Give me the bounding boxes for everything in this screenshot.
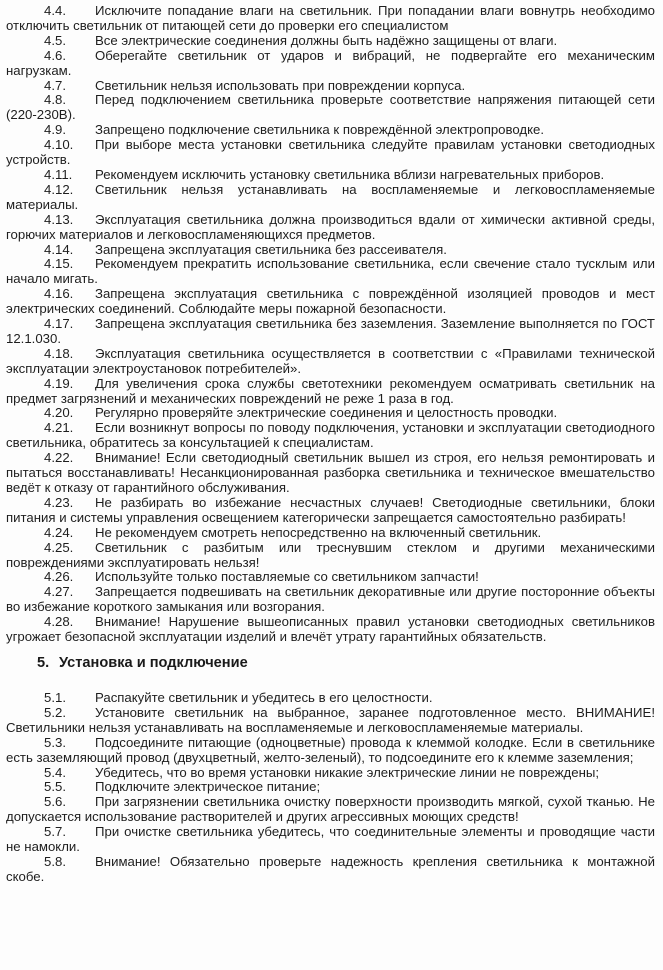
item-number: 4.16. [44,286,74,302]
list-item-4-25 [6,541,655,571]
item-number: 4.25. [44,539,74,555]
item-number: 4.18. [44,345,74,361]
item-number: 5.6. [44,794,66,810]
list-item-4-26 [6,570,655,585]
item-number: 4.14. [44,241,74,257]
item-text: Установите светильник на выбранное, заранее подготовленное место. ВНИМАНИЕ! Светильники нельзя устанавливать на воспламеняемые и легковоспламеняемые материалы. [6,704,655,735]
item-text: Используйте только поставляемые со светильником запчасти! [95,569,479,585]
list-item-4-14 [6,243,655,258]
item-text: Все электрические соединения должны быть надёжно защищены от влаги. [95,32,558,48]
item-number: 4.17. [44,316,74,332]
item-number: 4.10. [44,137,74,153]
list-item-4-7 [6,79,655,94]
item-number: 4.12. [44,181,74,197]
item-text: Рекомендуем прекратить использование светильника, если свечение стало тусклым или начало мигать. [6,256,655,287]
item-number: 4.6. [44,47,66,63]
list-item-4-5 [6,34,655,49]
list-item-4-8 [6,93,655,123]
section-5-heading [6,654,655,672]
item-number: 4.19. [44,375,74,391]
list-item-4-9 [6,123,655,138]
list-item-4-21 [6,421,655,451]
item-text: Внимание! Если светодиодный светильник вышел из строя, его нельзя ремонтировать и пытаться восстанавливать! Несанкционированная разборка светильника и техническое вмешательство ведёт к отказу от гарантийного обслуживания. [6,450,655,495]
item-text: Не разбирать во избежание несчастных случаев! Светодиодные светильники, блоки питания и системы управления освещением категорически запрещается самостоятельно разбирать! [6,494,655,525]
item-number: 4.27. [44,584,74,600]
list-item-4-13 [6,213,655,243]
item-number: 4.24. [44,524,74,540]
item-number: 4.20. [44,405,74,421]
list-item-4-16 [6,287,655,317]
list-item-5-4 [6,766,655,781]
item-text: Запрещается подвешивать на светильник декоративные или другие посторонние объекты во избежание короткого замыкания или возгорания. [6,584,655,615]
list-item-5-7 [6,825,655,855]
item-text: Перед подключением светильника проверьте соответствие напряжения питающей сети (220-230В). [6,92,655,123]
item-text: Эксплуатация светильника осуществляется в соответствии с «Правилами технической эксплуатации электроустановок потребителей». [6,345,655,376]
list-item-5-5 [6,780,655,795]
item-text: Не рекомендуем смотреть непосредственно на включенный светильник. [95,524,542,540]
list-item-4-17 [6,317,655,347]
list-item-4-19 [6,377,655,407]
item-text: Оберегайте светильник от ударов и вибраций, не подвергайте его механическим нагрузкам. [6,47,655,78]
item-text: При загрязнении светильника очистку поверхности производить мягкой, сухой тканью. Не допускается использование растворителей и других агрессивных моющих средств! [6,794,655,825]
item-number: 4.23. [44,494,74,510]
item-number: 5.3. [44,734,66,750]
item-number: 4.28. [44,614,74,630]
list-item-4-27 [6,585,655,615]
item-text: Эксплуатация светильника должна производиться вдали от химически активной среды, горючих материалов и легковоспламеняющихся предметов. [6,211,655,242]
list-item-4-18 [6,347,655,377]
item-text: Распакуйте светильник и убедитесь в его целостности. [95,689,433,705]
item-number: 4.13. [44,211,74,227]
list-item-4-11 [6,168,655,183]
section-5-list [6,691,655,885]
list-item-5-6 [6,795,655,825]
item-text: При выборе места установки светильника следуйте правилам установки светодиодных устройств. [6,137,655,168]
item-number: 5.1. [44,689,66,705]
item-text: Светильник нельзя устанавливать на воспламеняемые и легковоспламеняемые материалы. [6,181,655,212]
item-text: Рекомендуем исключить установку светильника вблизи нагревательных приборов. [95,166,605,182]
item-text: Подсоедините питающие (одноцветные) провода к клеммой колодке. Если в светильнике есть заземляющий провод (двухцветный, желто-зеленый), то подсоедините его к клемме заземления; [6,734,655,765]
list-item-4-24 [6,526,655,541]
list-item-4-28 [6,615,655,645]
item-number: 4.22. [44,450,74,466]
list-item-4-12 [6,183,655,213]
item-number: 4.21. [44,420,74,436]
item-text: Светильник нельзя использовать при повреждении корпуса. [95,77,466,93]
item-text: Запрещена эксплуатация светильника без рассеивателя. [95,241,447,257]
item-text: При очистке светильника убедитесь, что соединительные элементы и проводящие части не намокли. [6,824,655,855]
item-number: 4.4. [44,3,66,18]
list-item-5-2 [6,706,655,736]
item-text: Запрещено подключение светильника к повреждённой электропроводке. [95,122,545,138]
item-number: 4.26. [44,569,74,585]
item-number: 4.9. [44,122,66,138]
list-item-5-8 [6,855,655,885]
item-number: 4.11. [44,166,73,182]
list-item-5-1 [6,691,655,706]
item-text: Светильник с разбитым или треснувшим стеклом и другими механическими повреждениями эксплуатировать нельзя! [6,539,655,570]
item-number: 4.15. [44,256,74,272]
item-text: Запрещена эксплуатация светильника с повреждённой изоляцией проводов и мест электрических соединений. Соблюдайте меры пожарной безопасности. [6,286,655,317]
item-number: 5.4. [44,764,66,780]
section-4-list [6,4,655,645]
item-text: Регулярно проверяйте электрические соединения и целостность проводки. [95,405,558,421]
list-item-4-23 [6,496,655,526]
section-5-heading-number: 5. [37,654,50,671]
item-number: 4.5. [44,32,66,48]
item-number: 5.8. [44,853,66,869]
item-text: Подключите электрическое питание; [95,779,321,795]
item-text: Убедитесь, что во время установки никакие электрические линии не повреждены; [95,764,600,780]
list-item-4-22 [6,451,655,496]
item-text: Если возникнут вопросы по поводу подключения, установки и эксплуатации светодиодного светильника, обратитесь за консультацией к специалистам. [6,420,655,451]
item-number: 4.7. [44,77,66,93]
list-item-5-3 [6,736,655,766]
item-text: Для увеличения срока службы светотехники рекомендуем осматривать светильник на предмет загрязнений и механических повреждений не реже 1 раза в год. [6,375,655,406]
list-item-4-4 [6,4,655,34]
list-item-4-20 [6,406,655,421]
item-number: 5.7. [44,824,66,840]
section-5-heading-title: Установка и подключение [59,654,248,671]
list-item-4-6 [6,49,655,79]
list-item-4-10 [6,138,655,168]
item-number: 5.5. [44,779,66,795]
list-item-4-15 [6,257,655,287]
item-text: Запрещена эксплуатация светильника без заземления. Заземление выполняется по ГОСТ 12.1.030. [6,316,655,346]
item-text: Исключите попадание влаги на светильник. При попадании влаги вовнутрь необходимо отключить светильник от питающей сети до проверки его специалистом [6,3,655,33]
item-number: 4.8. [44,92,66,108]
item-number: 5.2. [44,704,66,720]
item-text: Внимание! Нарушение вышеописанных правил установки светодиодных светильников угрожает безопасной эксплуатации изделий и влечёт утрату гарантийных обязательств. [6,614,655,645]
item-text: Внимание! Обязательно проверьте надежность крепления светильника к монтажной скобе. [6,853,655,884]
